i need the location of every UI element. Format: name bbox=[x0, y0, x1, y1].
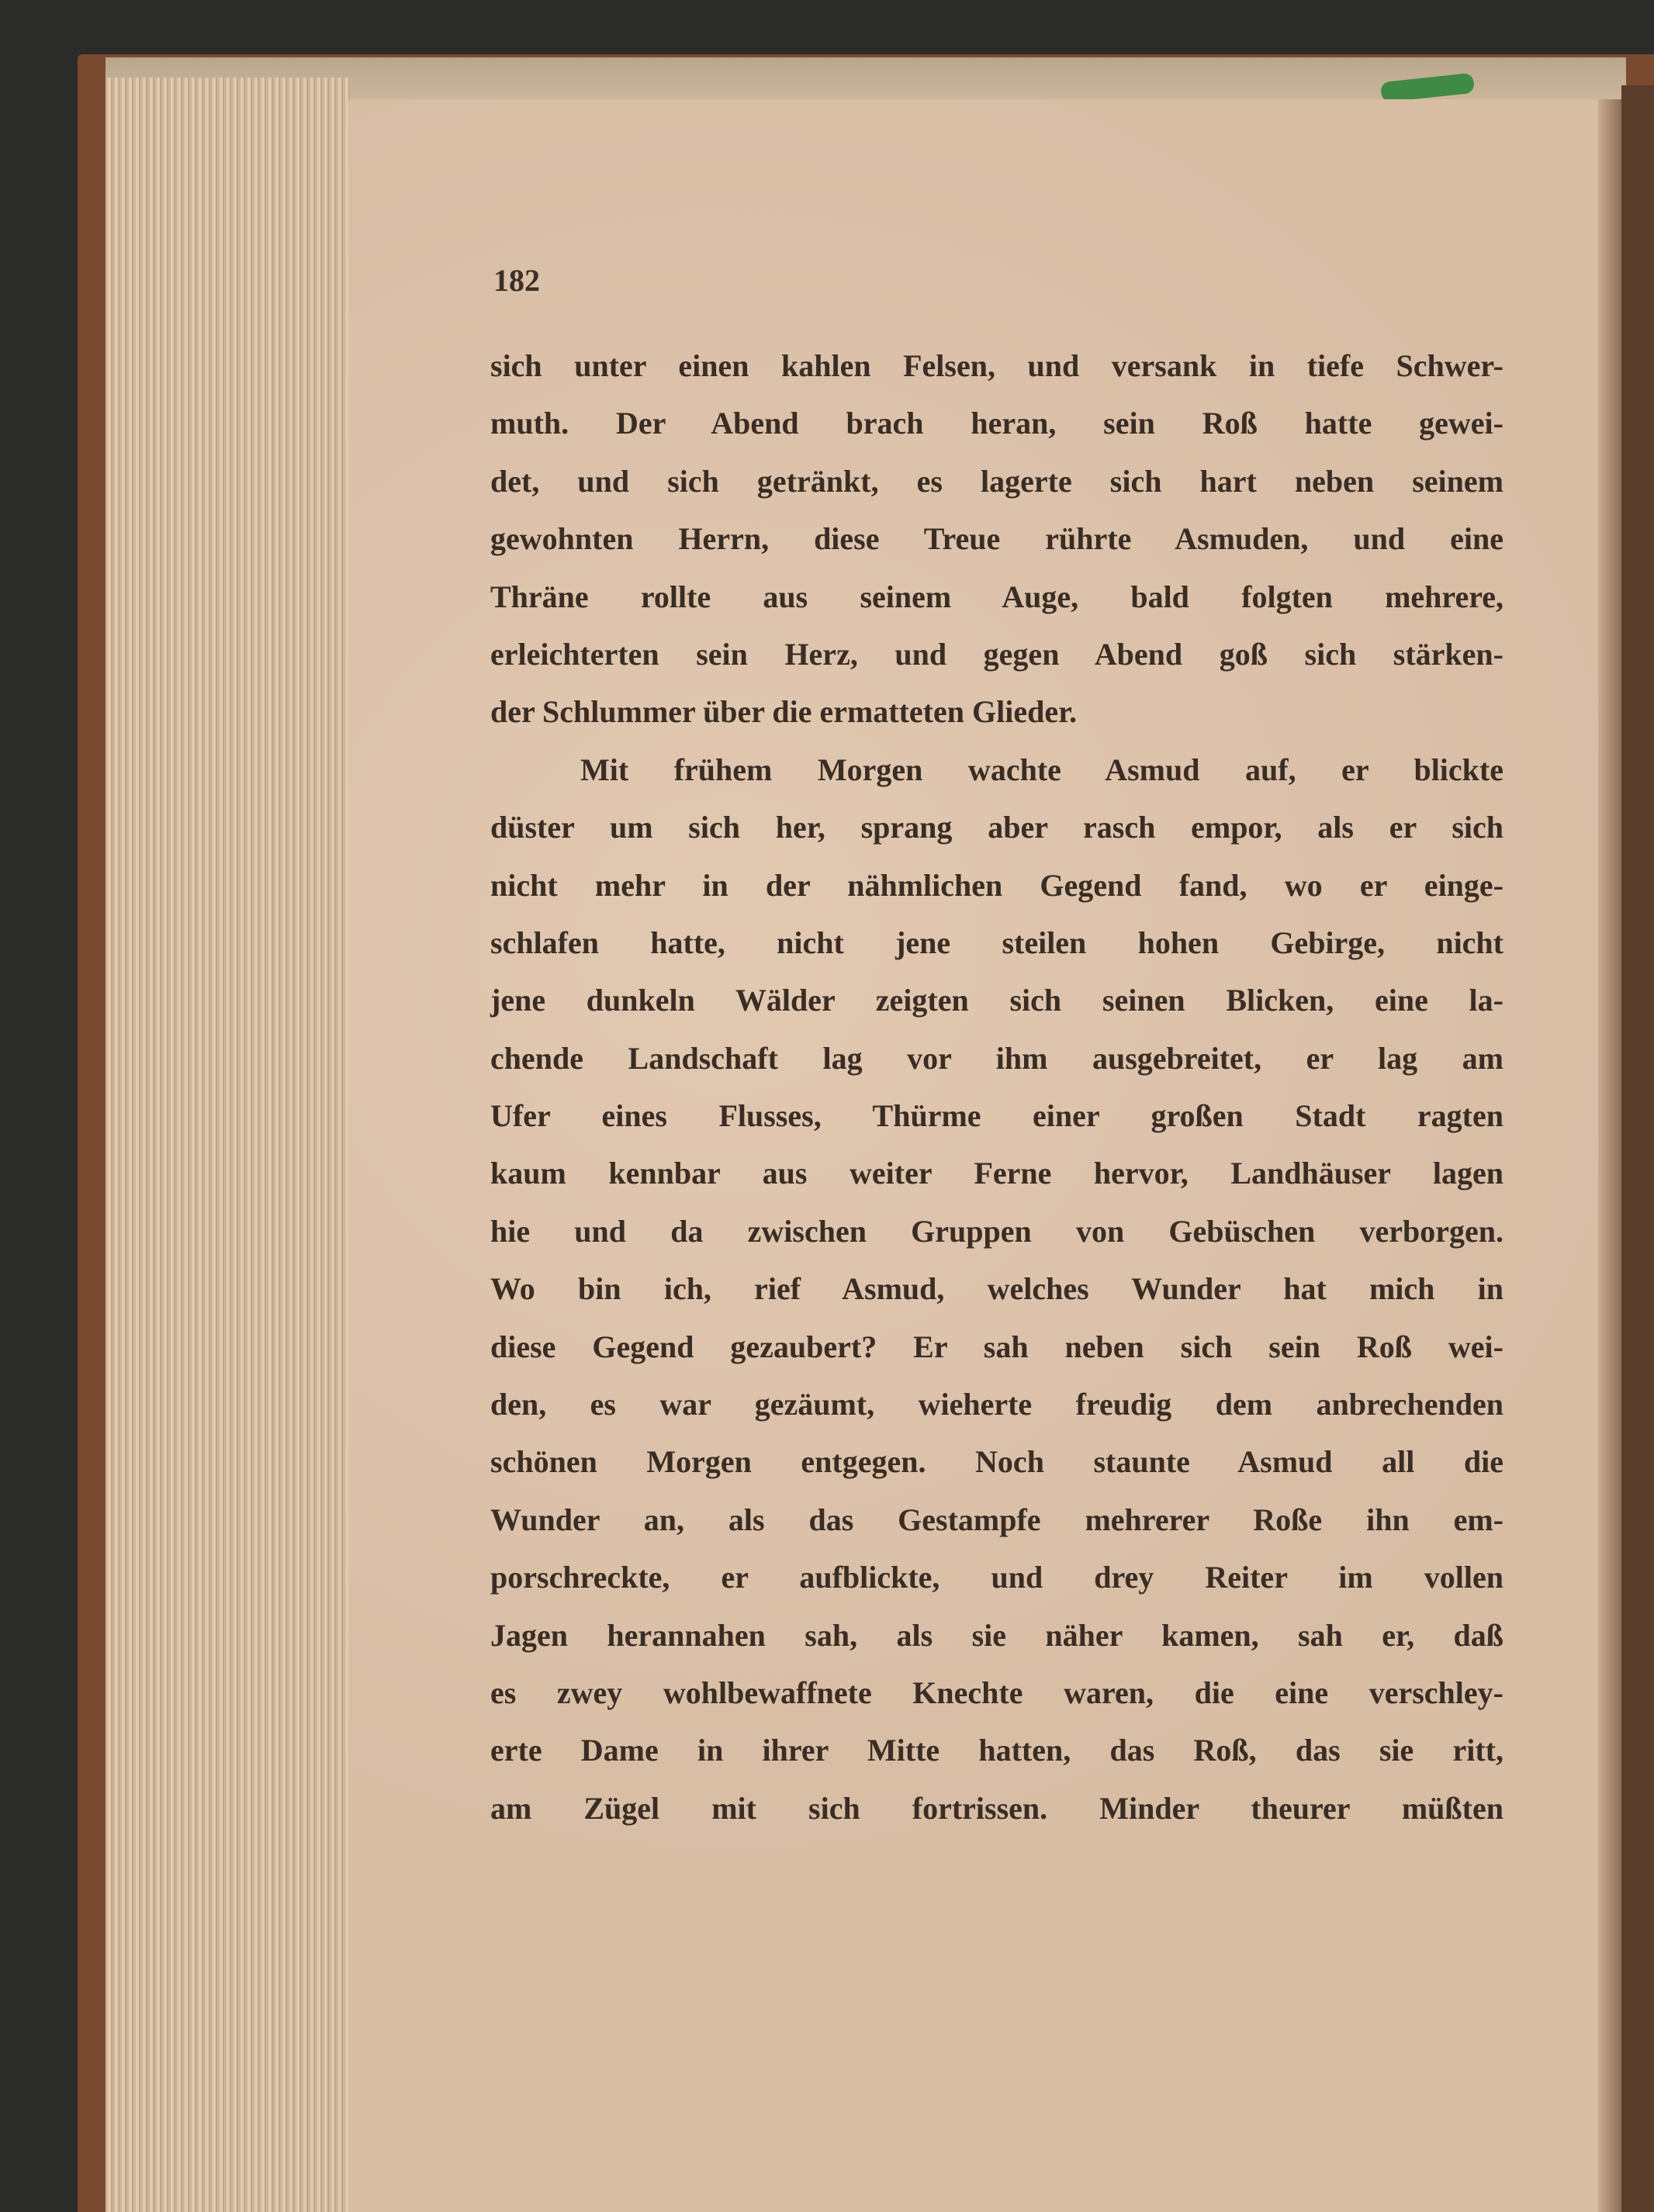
text-line: jene dunkeln Wälder zeigten sich seinen Blicken, eine la- bbox=[490, 983, 1503, 1018]
text-line: nicht mehr in der nähmlichen Gegend fand, wo er einge- bbox=[490, 867, 1503, 903]
text-line: chende Landschaft lag vor ihm ausgebreitet, er lag am bbox=[490, 1040, 1503, 1076]
body-text bbox=[490, 347, 1503, 1847]
text-line: muth. Der Abend brach heran, sein Roß hatte gewei- bbox=[490, 406, 1503, 441]
text-line: kaum kennbar aus weiter Ferne hervor, Landhäuser lagen bbox=[490, 1156, 1503, 1191]
text-line: diese Gegend gezaubert? Er sah neben sich sein Roß wei- bbox=[490, 1329, 1503, 1364]
text-line: sich unter einen kahlen Felsen, und versank in tiefe Schwer- bbox=[490, 348, 1503, 383]
text-line: Wo bin ich, rief Asmud, welches Wunder hat mich in bbox=[490, 1271, 1503, 1307]
page-gutter bbox=[1598, 99, 1621, 2212]
text-line: erte Dame in ihrer Mitte hatten, das Roß, das sie ritt, bbox=[490, 1733, 1503, 1768]
text-line: det, und sich getränkt, es lagerte sich hart neben seinem bbox=[490, 463, 1503, 499]
text-line: Jagen herannahen sah, als sie näher kamen, sah er, daß bbox=[490, 1617, 1503, 1653]
text-line: es zwey wohlbewaffnete Knechte waren, die eine verschley- bbox=[490, 1675, 1503, 1710]
text-line: Wunder an, als das Gestampfe mehrerer Roße ihn em- bbox=[490, 1502, 1503, 1537]
text-line: schlafen hatte, nicht jene steilen hohen Gebirge, nicht bbox=[490, 925, 1503, 960]
text-line: gewohnten Herrn, diese Treue rührte Asmuden, und eine bbox=[490, 521, 1503, 557]
text-line: schönen Morgen entgegen. Noch staunte Asmud all die bbox=[490, 1444, 1503, 1480]
text-line: düster um sich her, sprang aber rasch empor, als er sich bbox=[490, 810, 1503, 845]
text-line: hie und da zwischen Gruppen von Gebüschen verborgen. bbox=[490, 1213, 1503, 1249]
text-line: porschreckte, er aufblickte, und drey Reiter im vollen bbox=[490, 1560, 1503, 1595]
page-block-edges bbox=[106, 78, 351, 2212]
text-line: der Schlummer über die ermatteten Glieder. bbox=[490, 694, 1078, 730]
text-line: den, es war gezäumt, wieherte freudig dem anbrechenden bbox=[490, 1387, 1503, 1422]
text-line: erleichterten sein Herz, und gegen Abend goß sich stärken- bbox=[490, 636, 1503, 672]
text-line: Ufer eines Flusses, Thürme einer großen Stadt ragten bbox=[490, 1098, 1503, 1134]
book-spine bbox=[1621, 85, 1654, 2212]
text-line: am Zügel mit sich fortrissen. Minder theurer müßten bbox=[490, 1790, 1503, 1826]
page-number: 182 bbox=[493, 263, 540, 298]
text-line: Thräne rollte aus seinem Auge, bald folgten mehrere, bbox=[490, 579, 1503, 614]
text-line: Mit frühem Morgen wachte Asmud auf, er blickte bbox=[580, 752, 1503, 787]
